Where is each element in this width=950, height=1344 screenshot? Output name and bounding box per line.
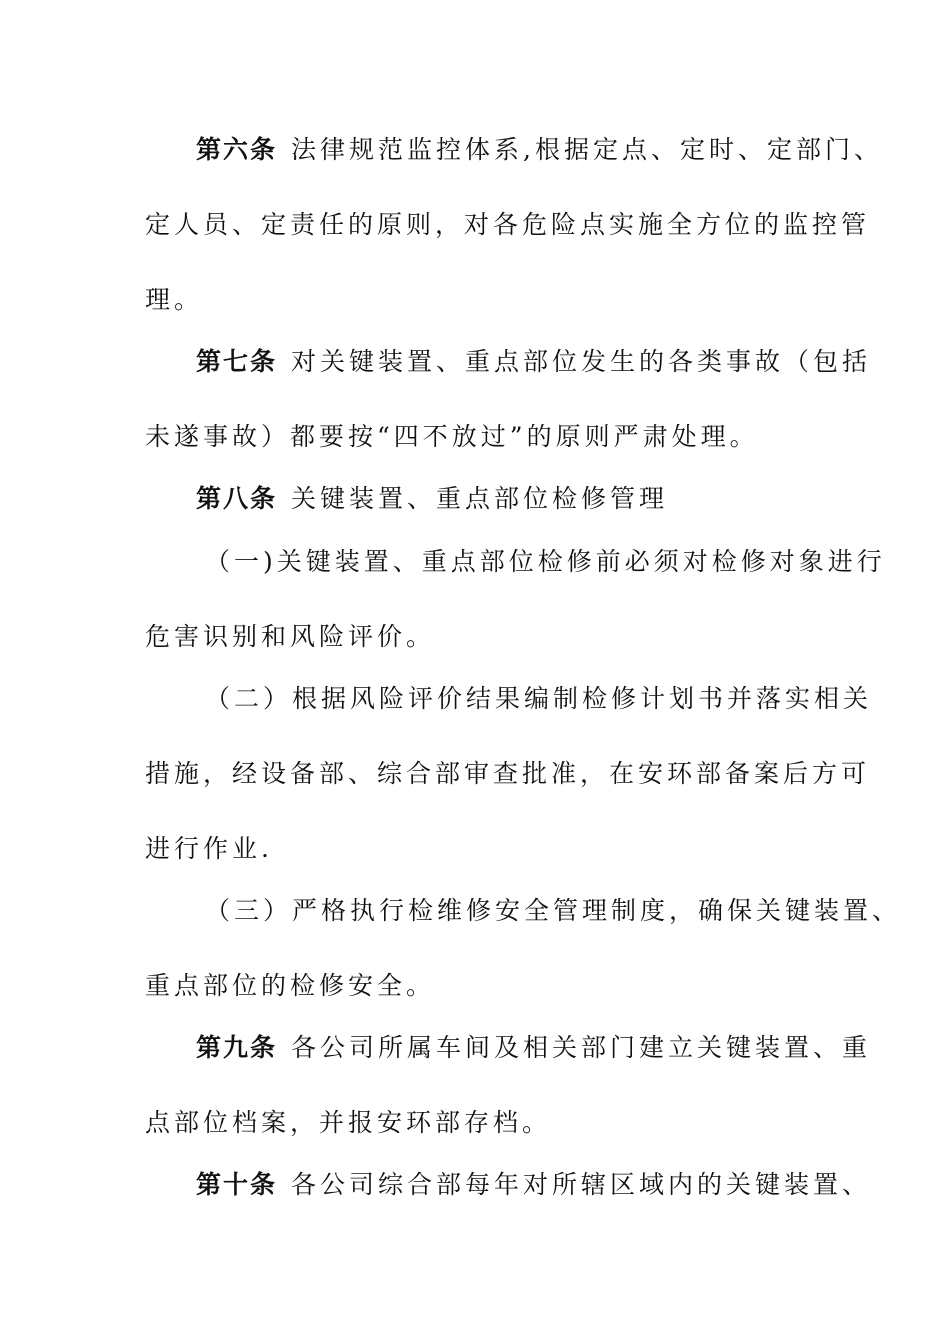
article-8-item-1-line-2: 危害识别和风险评价。 (145, 622, 436, 651)
article-9-line-2: 点部位档案，并报安环部存档。 (145, 1108, 552, 1137)
article-7-line-1 (196, 345, 876, 379)
article-8-item-2-line-2: 措施，经设备部、综合部审查批准，在安环部备案后方可 (145, 759, 871, 788)
article-10-line-1 (196, 1168, 876, 1202)
article-8-item-1-line-1: （一)关键装置、重点部位检修前必须对检修对象进行 (205, 547, 886, 576)
article-10-label: 第十条 (196, 1170, 278, 1199)
article-8-item-2-line-3: 进行作业. (145, 834, 273, 863)
article-6-line-2: 定人员、定责任的原则，对各危险点实施全方位的监控管 (145, 210, 871, 239)
article-7-text: 对关键装置、重点部位发生的各类事故（包括 (291, 347, 872, 376)
article-8-item-2-line-1: （二）根据风险评价结果编制检修计划书并落实相关 (205, 684, 873, 713)
article-6-line-3: 理。 (145, 285, 204, 314)
article-8-text: 关键装置、重点部位检修管理 (291, 484, 669, 513)
article-8-item-3-line-2: 重点部位的检修安全。 (145, 971, 436, 1000)
article-9-text: 各公司所属车间及相关部门建立关键装置、重 (291, 1033, 872, 1062)
article-9-line-1 (196, 1031, 876, 1065)
article-6-text: 法律规范监控体系,根据定点、定时、定部门、 (291, 135, 883, 164)
article-9-label: 第九条 (196, 1033, 278, 1062)
article-6-label: 第六条 (196, 135, 278, 164)
article-7-label: 第七条 (196, 347, 278, 376)
article-8-label: 第八条 (196, 484, 278, 513)
article-7-line-2: 未遂事故）都要按“四不放过”的原则严肃处理。 (145, 422, 759, 451)
article-10-text: 各公司综合部每年对所辖区域内的关键装置、 (291, 1170, 872, 1199)
article-8-line-1 (196, 482, 876, 516)
article-6-line-1 (196, 133, 883, 167)
article-8-item-3-line-1: （三）严格执行检维修安全管理制度，确保关键装置、 (205, 896, 902, 925)
